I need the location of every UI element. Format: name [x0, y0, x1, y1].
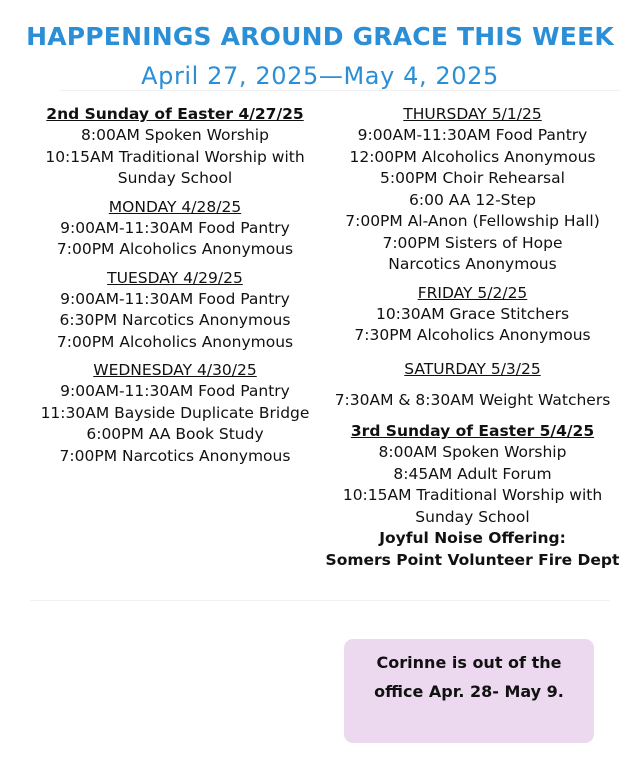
- day-block-monday: [30, 197, 320, 261]
- event: 8:00AM Spoken Worship: [81, 126, 269, 144]
- event: 7:00PM Al-Anon (Fellowship Hall): [345, 212, 600, 230]
- event: 7:30PM Alcoholics Anonymous: [354, 326, 591, 344]
- day-block-saturday: [325, 359, 620, 412]
- day-block-tuesday: [30, 268, 320, 354]
- event: Narcotics Anonymous: [388, 255, 557, 273]
- event: 9:00AM-11:30AM Food Pantry: [60, 382, 290, 400]
- event: Sunday School: [117, 169, 233, 187]
- event: 10:30AM Grace Stitchers: [375, 304, 570, 323]
- event: 6:30PM Narcotics Anonymous: [59, 311, 291, 329]
- event: 12:00PM Alcoholics Anonymous: [349, 147, 596, 166]
- notice-text: [344, 648, 594, 706]
- day-heading: SATURDAY 5/3/25: [404, 359, 541, 378]
- event: 8:00AM Spoken Worship: [378, 443, 567, 461]
- notice-line-1: Corinne is out of the: [376, 653, 562, 672]
- event: 7:30AM & 8:30AM Weight Watchers: [334, 390, 611, 409]
- event: 9:00AM-11:30AM Food Pantry: [60, 218, 290, 237]
- schedule-left-column: [30, 104, 320, 474]
- day-heading: TUESDAY 4/29/25: [107, 268, 243, 287]
- day-block-easter-3: [325, 421, 620, 571]
- date-range: April 27, 2025—May 4, 2025: [141, 62, 499, 90]
- day-heading: FRIDAY 5/2/25: [417, 283, 528, 302]
- day-block-easter-2: [30, 104, 320, 190]
- event: 10:15AM Traditional Worship with: [45, 147, 305, 166]
- bleed-through-line: [60, 90, 620, 103]
- event: 6:00PM AA Book Study: [86, 425, 264, 443]
- bleed-through-line: [30, 600, 610, 611]
- event: 6:00 AA 12-Step: [409, 190, 536, 209]
- notice-line-2: office Apr. 28- May 9.: [374, 682, 564, 701]
- event: 5:00PM Choir Rehearsal: [380, 169, 565, 187]
- event: 7:00PM Alcoholics Anonymous: [56, 332, 294, 351]
- day-block-wednesday: [30, 360, 320, 467]
- event: 11:30AM Bayside Duplicate Bridge: [40, 403, 310, 422]
- event: 9:00AM-11:30AM Food Pantry: [60, 289, 290, 308]
- event: 10:15AM Traditional Worship with: [342, 486, 603, 504]
- offering-label: Joyful Noise Offering:: [379, 529, 566, 547]
- day-heading: MONDAY 4/28/25: [108, 197, 242, 216]
- offering-recipient: Somers Point Volunteer Fire Dept: [325, 550, 620, 569]
- event: 7:00PM Alcoholics Anonymous: [56, 240, 294, 258]
- day-heading: 3rd Sunday of Easter 5/4/25: [350, 422, 595, 440]
- event: 7:00PM Sisters of Hope: [382, 233, 563, 252]
- schedule-right-column: [325, 104, 620, 578]
- event: Sunday School: [415, 507, 530, 526]
- day-heading: WEDNESDAY 4/30/25: [93, 361, 257, 379]
- day-block-friday: [325, 283, 620, 347]
- day-heading: THURSDAY 5/1/25: [403, 105, 542, 123]
- day-heading: 2nd Sunday of Easter 4/27/25: [46, 105, 304, 123]
- event: 7:00PM Narcotics Anonymous: [59, 446, 291, 465]
- page-title: HAPPENINGS AROUND GRACE THIS WEEK: [26, 22, 614, 51]
- event: 8:45AM Adult Forum: [393, 464, 552, 483]
- event: 9:00AM-11:30AM Food Pantry: [357, 126, 588, 144]
- day-block-thursday: [325, 104, 620, 276]
